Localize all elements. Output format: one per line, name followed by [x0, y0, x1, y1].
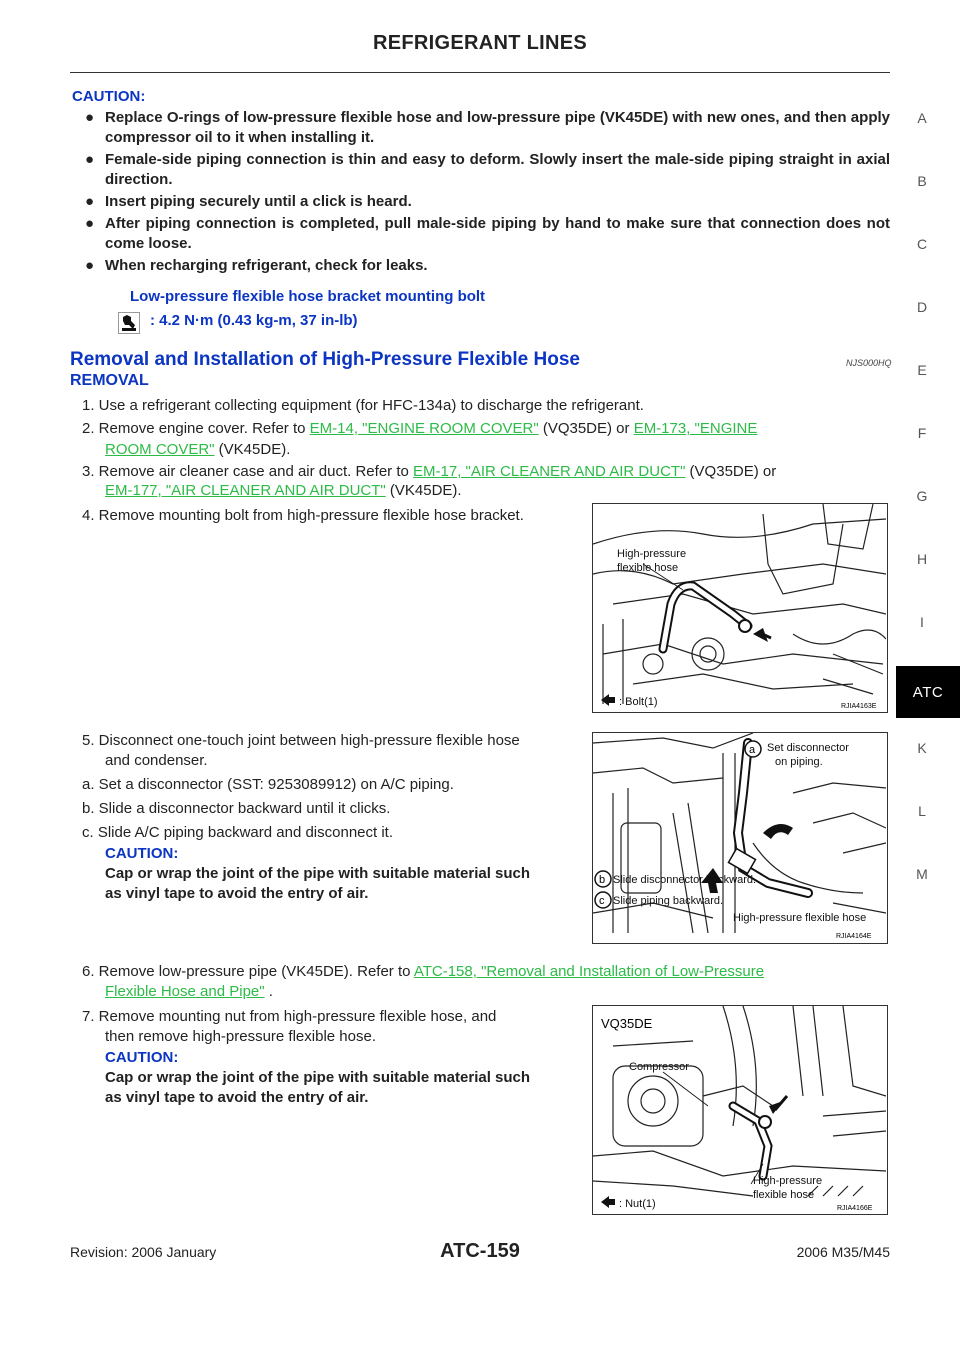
step-5b: b. Slide a disconnector backward until it clicks. — [82, 800, 391, 817]
caution-item: ● Replace O-rings of low-pressure flexible hose and low-pressure pipe (VK45DE) with new ones, and then apply compressor oil to it when installing it. — [85, 109, 890, 146]
caution-item: ● Female-side piping connection is thin and easy to deform. Slowly insert the male-side piping straight in axial direction. — [85, 151, 890, 188]
step-5c: c. Slide A/C piping backward and disconnect it. — [82, 824, 394, 841]
section-subheading: REMOVAL — [70, 372, 149, 389]
fig2-label-c: Slide piping backward. — [613, 895, 724, 907]
fig1-legend: : Bolt(1) — [619, 696, 658, 708]
fig2-label-a1: Set disconnector — [767, 742, 849, 754]
step-7-caution-text: Cap or wrap the joint of the pipe with suitable material such — [105, 1069, 531, 1086]
figure-bolt-location — [592, 503, 888, 713]
fig1-label-a: High-pressure — [617, 548, 687, 560]
torque-title: Low-pressure flexible hose bracket mounting bolt — [130, 288, 486, 305]
caution-item: ● When recharging refrigerant, check for leaks. — [85, 257, 428, 274]
caution-item: ● After piping connection is completed, pull male-side piping by hand to make sure that connection does not come loose. — [85, 215, 890, 252]
sidebar-letter-d[interactable]: D — [916, 299, 928, 315]
fig2-label-hose: High-pressure flexible hose — [733, 912, 867, 924]
sidebar-letter-f[interactable]: F — [917, 425, 927, 441]
sidebar-letter-g[interactable]: G — [916, 488, 928, 504]
figure-nut-location — [592, 1005, 888, 1215]
fig2-marker-c: c — [599, 895, 605, 907]
step-7-caution-label: CAUTION: — [105, 1049, 179, 1066]
torque-value: : 4.2 N·m (0.43 kg-m, 37 in-lb) — [150, 312, 358, 329]
sidebar-letter-a[interactable]: A — [917, 110, 927, 126]
step-7-cont: then remove high-pressure flexible hose. — [105, 1028, 376, 1045]
sidebar-letter-m[interactable]: M — [916, 866, 928, 882]
link-em-17[interactable]: EM-17, "AIR CLEANER AND AIR DUCT" — [413, 463, 686, 480]
step-6: 6. Remove low-pressure pipe (VK45DE). Refer to ATC-158, "Removal and Installation of Low-Pressure — [82, 963, 765, 980]
sidebar-tab-atc[interactable]: ATC — [896, 666, 960, 718]
sidebar-letter-b[interactable]: B — [917, 173, 927, 189]
link-em-173[interactable]: EM-173, "ENGINE — [633, 420, 758, 437]
link-atc-158-cont[interactable]: Flexible Hose and Pipe" — [105, 983, 265, 1000]
step-5: 5. Disconnect one-touch joint between high-pressure flexible hose — [82, 732, 520, 749]
step-5-caution-text: Cap or wrap the joint of the pipe with suitable material such — [105, 865, 531, 882]
sidebar-letter-k[interactable]: K — [917, 740, 927, 756]
fig3-label-b: flexible hose — [753, 1189, 815, 1201]
fig3-legend: : Nut(1) — [619, 1198, 656, 1210]
section-title: Removal and Installation of High-Pressure Flexible Hose — [70, 349, 580, 370]
sidebar-letter-l[interactable]: L — [918, 803, 926, 819]
fig3-label-compressor: Compressor — [629, 1061, 689, 1073]
fig3-label-a: High-pressure — [753, 1175, 823, 1187]
step-5-cont: and condenser. — [105, 752, 208, 769]
fig1-label-b: flexible hose — [617, 562, 679, 574]
footer-revision: Revision: 2006 January — [70, 1244, 217, 1260]
step-3-cont: EM-177, "AIR CLEANER AND AIR DUCT" (VK45DE). — [105, 482, 462, 499]
step-6-cont: Flexible Hose and Pipe" . — [105, 983, 273, 1000]
fig2-label-b: Slide disconnector backward. — [613, 874, 757, 886]
figure-disconnector — [592, 732, 888, 944]
step-5-caution-label: CAUTION: — [105, 845, 179, 862]
sidebar-letter-i[interactable]: I — [920, 614, 924, 630]
link-em-173-cont[interactable]: ROOM COVER" — [105, 441, 215, 458]
fig3-code: RJIA4166E — [837, 1205, 873, 1212]
footer-model: 2006 M35/M45 — [796, 1244, 890, 1260]
step-7: 7. Remove mounting nut from high-pressure flexible hose, and — [82, 1008, 497, 1025]
link-em-177[interactable]: EM-177, "AIR CLEANER AND AIR DUCT" — [105, 482, 386, 499]
step-5-caution-text: as vinyl tape to avoid the entry of air. — [105, 885, 369, 902]
step-2-cont: ROOM COVER" (VK45DE). — [105, 441, 291, 458]
step-5a: a. Set a disconnector (SST: 9253089912) on A/C piping. — [82, 776, 454, 793]
header-rule — [70, 72, 890, 73]
sidebar-letter-e[interactable]: E — [917, 362, 927, 378]
link-atc-158[interactable]: ATC-158, "Removal and Installation of Low-Pressure — [413, 963, 765, 980]
fig2-marker-b: b — [599, 874, 606, 886]
page-title: REFRIGERANT LINES — [373, 32, 587, 54]
fig1-code: RJIA4163E — [841, 703, 877, 710]
step-4: 4. Remove mounting bolt from high-pressure flexible hose bracket. — [82, 507, 524, 524]
step-1: 1. Use a refrigerant collecting equipment (for HFC-134a) to discharge the refrigerant. — [82, 397, 644, 414]
link-em-14[interactable]: EM-14, "ENGINE ROOM COVER" — [309, 420, 539, 437]
torque-wrench-icon — [118, 312, 140, 334]
page-number: ATC-159 — [440, 1240, 520, 1262]
step-2: 2. Remove engine cover. Refer to EM-14, "ENGINE ROOM COVER" (VQ35DE) or EM-173, "ENGINE — [82, 420, 758, 437]
fig2-code: RJIA4164E — [836, 933, 872, 940]
sidebar-letter-c[interactable]: C — [916, 236, 928, 252]
step-7-caution-text: as vinyl tape to avoid the entry of air. — [105, 1089, 369, 1106]
caution-item: ● Insert piping securely until a click is heard. — [85, 193, 412, 210]
fig2-label-a2: on piping. — [775, 756, 823, 768]
section-code: NJS000HQ — [846, 358, 892, 368]
sidebar-letter-h[interactable]: H — [916, 551, 928, 567]
caution-label: CAUTION: — [72, 88, 146, 105]
fig2-marker-a: a — [749, 744, 756, 756]
fig3-engine-label: VQ35DE — [601, 1016, 653, 1031]
step-3: 3. Remove air cleaner case and air duct. Refer to EM-17, "AIR CLEANER AND AIR DUCT" (VQ35DE) or — [82, 463, 777, 480]
